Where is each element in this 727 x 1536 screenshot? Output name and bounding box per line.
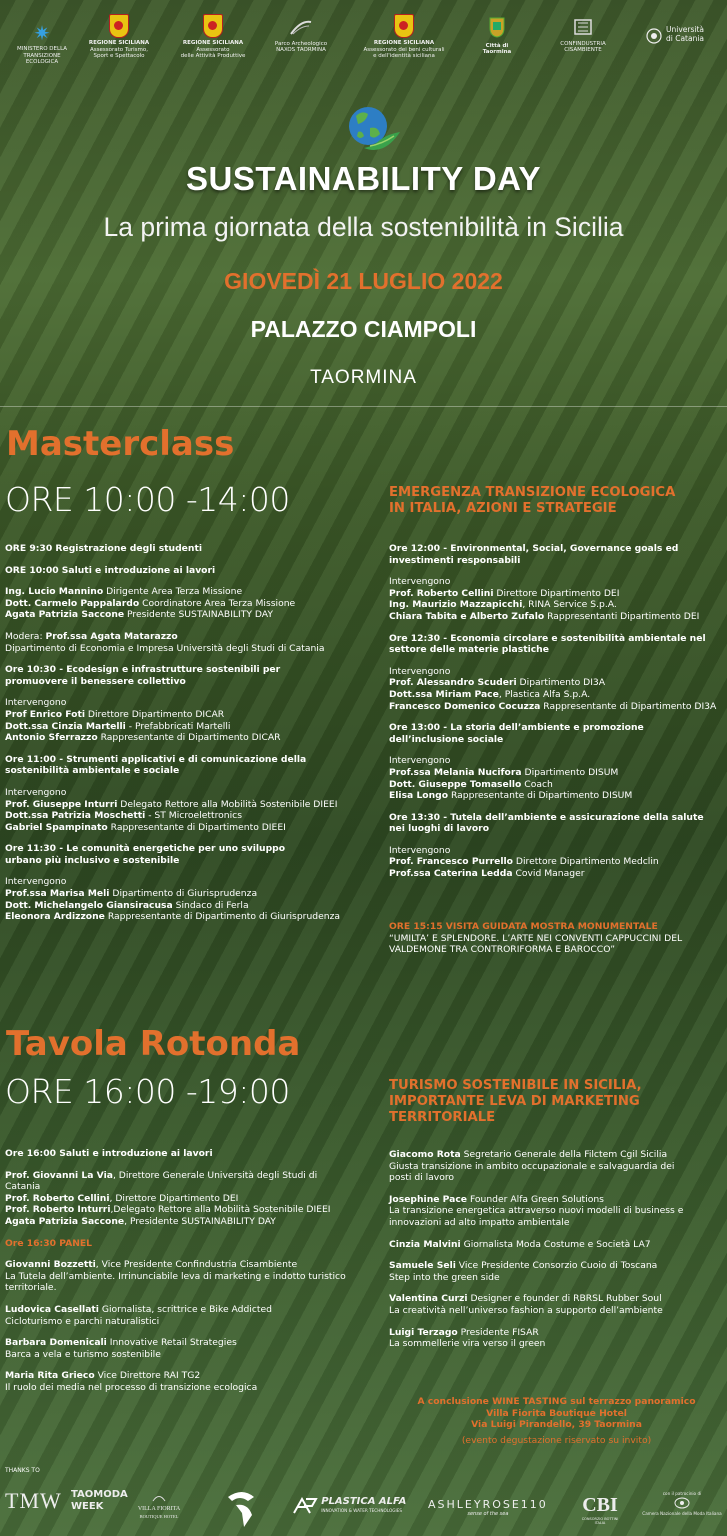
program-line: Ore 13:30 - Tutela dell’ambiente e assicurazione della salute <box>389 811 704 823</box>
logo-ashleyrose: ASHLEYROSE110 sense of the sea <box>428 1498 548 1517</box>
program-line: Ore 16:00 Saluti e introduzione ai lavori <box>5 1148 213 1159</box>
masterclass-program-right <box>389 543 724 890</box>
logo-mite-text: MINISTERO DELLA TRANSIZIONE ECOLOGICA <box>16 46 68 65</box>
program-line: Modera: Prof.ssa Agata Matarazzo <box>5 630 178 642</box>
program-line: Prof Enrico Foti Direttore Dipartimento DICAR <box>5 708 225 720</box>
guided-visit-line: VALDEMONE TRA CONTRORIFORMA E BAROCCO” <box>389 944 616 956</box>
plastica-alfa-mark-icon <box>292 1497 318 1515</box>
program-item <box>389 1293 724 1316</box>
program-line: Dott. Michelangelo Giansiracusa Sindaco di Ferla <box>5 899 249 911</box>
program-item <box>389 666 724 712</box>
program-item <box>5 876 375 922</box>
logo-confindustria: CONFINDUSTRIA CISAMBIENTE <box>548 18 618 54</box>
program-line: Intervengono <box>5 697 67 709</box>
unict-seal-icon <box>646 28 662 44</box>
program-line: Giovanni Bozzetti, Vice Presidente Confindustria Cisambiente <box>5 1259 298 1271</box>
program-line: Gabriel Spampinato Rappresentante di Dipartimento DIEEI <box>5 821 286 833</box>
program-item <box>5 631 375 654</box>
program-item <box>5 1170 375 1228</box>
program-item <box>5 543 375 555</box>
program-item <box>5 664 375 687</box>
program-item <box>389 1239 724 1251</box>
tavola-title: Tavola Rotonda <box>6 1024 301 1064</box>
program-line: Valentina Curzi Designer e founder di RBRSL Rubber Soul <box>389 1293 662 1305</box>
program-item <box>5 565 375 577</box>
program-item <box>5 1238 375 1250</box>
program-line: Dott.ssa Cinzia Martelli - Prefabbricati Martelli <box>5 720 231 732</box>
program-line: Ore 12:00 - Environmental, Social, Governance goals ed <box>389 543 679 554</box>
guided-visit <box>389 921 724 956</box>
program-line: territoriale. <box>5 1282 57 1294</box>
logo-regione-turismo: REGIONE SICILIANA Assessorato Turismo, Sport e Spettacolo <box>86 14 152 60</box>
program-line: Agata Patrizia Saccone, Presidente SUSTAINABILITY DAY <box>5 1215 276 1227</box>
program-item <box>5 697 375 743</box>
event-title: SUSTAINABILITY DAY <box>186 160 541 197</box>
tavola-program-left <box>5 1148 375 1404</box>
confindustria-mark-icon <box>573 18 593 36</box>
program-line: Giusta transizione in ambito occupazionale e salvaguardia dei <box>389 1160 675 1172</box>
program-line: La creatività nell’universo fashion a supporto dell’ambiente <box>389 1304 663 1316</box>
program-line: Ore 11:00 - Strumenti applicativi e di comunicazione della <box>5 753 307 765</box>
program-line: Samuele Seli Vice Presidente Consorzio Cuoio di Toscana <box>389 1260 658 1272</box>
logo-mite <box>14 22 70 66</box>
program-line: Dott.ssa Miriam Pace, Plastica Alfa S.p.A. <box>389 688 591 700</box>
program-line: Prof. Roberto Cellini Direttore Dipartimento DEI <box>389 587 620 599</box>
program-line: Intervengono <box>389 665 451 677</box>
program-line: Prof.ssa Marisa Meli Dipartimento di Giurisprudenza <box>5 888 258 900</box>
program-line: Ing. Lucio Mannino Dirigente Area Terza Missione <box>5 586 243 598</box>
program-line: Prof. Francesco Purrello Direttore Dipartimento Medclin <box>389 856 659 868</box>
logo-villa-fiorita: VILLA FIORITA BOUTIQUE HOTEL <box>134 1492 184 1521</box>
header-divider <box>0 406 727 407</box>
program-line: Ore 11:30 - Le comunità energetiche per uno sviluppo <box>5 843 286 855</box>
program-line: Intervengono <box>5 876 67 888</box>
program-line: ORE 9:30 Registrazione degli studenti <box>5 543 202 554</box>
program-item <box>389 1194 724 1229</box>
program-line: Prof. Giuseppe Inturri Delegato Rettore alla Mobilità Sostenibile DIEEI <box>5 798 338 810</box>
program-line: Giacomo Rota Segretario Generale della Filctem Cgil Sicilia <box>389 1149 668 1160</box>
program-line: Maria Rita Grieco Vice Direttore RAI TG2 <box>5 1370 201 1382</box>
star-icon: ✷ <box>33 21 51 45</box>
event-subtitle: La prima giornata della sostenibilità in Sicilia <box>103 212 624 242</box>
program-line: nei luoghi di lavoro <box>389 823 490 835</box>
tavola-hours: ORE 16:00 -19:00 <box>5 1072 290 1111</box>
program-line: Francesco Domenico Cocuzza Rappresentante di Dipartimento DI3A <box>389 700 717 712</box>
program-line: sostenibilità ambientale e sociale <box>5 765 180 777</box>
logo-camera-moda: con il patrocinio di Camera Nazionale della Moda Italiana <box>642 1491 722 1516</box>
program-line: Dott. Giuseppe Tomasello Coach <box>389 778 553 790</box>
program-line: posti di lavoro <box>389 1172 455 1184</box>
program-item <box>5 1304 375 1327</box>
tavola-right-title: TURISMO SOSTENIBILE IN SICILIA, IMPORTANTE LEVA DI MARKETING TERRITORIALE <box>389 1078 642 1125</box>
program-line: Catania <box>5 1181 41 1193</box>
logo-taormina: Città di Taormina <box>472 14 522 56</box>
program-item <box>5 754 375 777</box>
program-line: Barbara Domenicali Innovative Retail Strategies <box>5 1337 237 1349</box>
program-line: Dipartimento di Economia e Impresa Università degli Studi di Catania <box>5 642 325 654</box>
program-item <box>389 543 724 566</box>
program-line: Ore 13:00 - La storia dell’ambiente e promozione <box>389 722 644 734</box>
program-line: La Tutela dell’ambiente. Irrinunciabile leva di marketing e indotto turistico <box>5 1270 346 1282</box>
event-venue: PALAZZO CIAMPOLI <box>250 316 477 342</box>
globe-leaf-icon <box>344 102 404 156</box>
program-line: Elisa Longo Rappresentante di Dipartimento DISUM <box>389 790 633 802</box>
masterclass-program-left <box>5 543 375 933</box>
event-date: GIOVEDÌ 21 LUGLIO 2022 <box>224 268 503 294</box>
tmw-mark: TMW <box>5 1488 62 1513</box>
program-line: Intervengono <box>389 576 451 588</box>
program-line: Prof.ssa Melania Nucifora Dipartimento DISUM <box>389 766 619 778</box>
logo-regione-beni-culturali: REGIONE SICILIANA Assessorato dei beni culturali e dell'identità siciliana <box>356 14 452 60</box>
program-line: investimenti responsabili <box>389 554 521 566</box>
program-item <box>5 1148 375 1160</box>
program-item <box>389 1327 724 1350</box>
tavola-program-right <box>389 1149 724 1360</box>
logo-naxos: Parco Archeologico NAXOS TAORMINA <box>270 18 332 54</box>
guided-visit-title: ORE 15:15 VISITA GUIDATA MOSTRA MONUMENTALE <box>389 921 658 932</box>
villa-fiorita-mark-icon <box>152 1492 166 1502</box>
program-item <box>389 1149 724 1184</box>
program-line: Intervengono <box>5 786 67 798</box>
program-line: Ore 12:30 - Economia circolare e sostenibilità ambientale nel <box>389 632 706 644</box>
program-line: Eleonora Ardizzone Rappresentante di Dipartimento di Giurisprudenza <box>5 911 341 923</box>
logo-unict: Università di Catania <box>646 26 716 43</box>
program-line: Prof. Roberto Inturri,Delegato Rettore alla Mobilità Sostenibile DIEEI <box>5 1204 331 1216</box>
program-item <box>5 843 375 866</box>
program-line: Prof. Giovanni La Via, Direttore Generale Università degli Studi di <box>5 1169 318 1181</box>
program-line: ORE 10:00 Saluti e introduzione ai lavori <box>5 564 216 576</box>
program-line: Ing. Maurizio Mazzapicchi, RINA Service S.p.A. <box>389 599 617 611</box>
program-line: La transizione energetica attraverso nuovi modelli di business e <box>389 1205 684 1217</box>
program-line: Intervengono <box>389 755 451 767</box>
masterclass-title: Masterclass <box>6 424 235 464</box>
program-item <box>5 1337 375 1360</box>
program-line: La sommellerie vira verso il green <box>389 1338 546 1350</box>
program-line: settore delle materie plastiche <box>389 644 549 656</box>
program-item <box>5 586 375 621</box>
program-line: Ore 10:30 - Ecodesign e infrastrutture sostenibili per <box>5 664 281 676</box>
program-line: Barca a vela e turismo sostenibile <box>5 1348 161 1360</box>
wine-tasting <box>389 1396 724 1446</box>
program-line: Prof. Alessandro Scuderi Dipartimento DI3A <box>389 677 606 689</box>
program-line: urbano più inclusivo e sostenibile <box>5 854 180 866</box>
logo-regione-attivita: REGIONE SICILIANA Assessorato delle Attività Produttive <box>176 14 250 60</box>
taormina-crest-icon <box>489 14 505 38</box>
camera-moda-mark-icon <box>674 1497 690 1509</box>
masterclass-hours: ORE 10:00 -14:00 <box>5 480 290 519</box>
program-line: dell’inclusione sociale <box>389 733 504 745</box>
program-line: Dott.ssa Patrizia Moschetti - ST Microelettronics <box>5 810 243 822</box>
wine-tasting-venue: Villa Fiorita Boutique Hotel <box>486 1407 627 1419</box>
program-line: Il ruolo dei media nel processo di transizione ecologica <box>5 1381 258 1393</box>
program-line: Agata Patrizia Saccone Presidente SUSTAINABILITY DAY <box>5 609 273 621</box>
sicily-shield-icon <box>203 14 223 38</box>
naxos-mark-icon <box>289 18 313 36</box>
program-item <box>389 845 724 880</box>
wine-tasting-address: Via Luigi Pirandello, 39 Taormina <box>471 1419 642 1431</box>
program-item <box>389 633 724 656</box>
program-item <box>389 722 724 745</box>
logo-cbi: CBI CONSORZIO BOTTINI ITALIA <box>581 1494 619 1525</box>
program-line: Step into the green side <box>389 1271 500 1283</box>
program-line: promuovere il benessere collettivo <box>5 675 186 687</box>
program-line: Ludovica Casellati Giornalista, scrittrice e Bike Addicted <box>5 1303 272 1315</box>
program-item <box>389 1260 724 1283</box>
program-line: innovazioni ad alto impatto ambientale <box>389 1216 570 1228</box>
program-item <box>389 576 724 622</box>
thanks-label: THANKS TO <box>5 1467 40 1474</box>
program-line: Intervengono <box>389 844 451 856</box>
program-line: Prof. Roberto Cellini, Direttore Dipartimento DEI <box>5 1192 239 1204</box>
sicily-shield-icon <box>109 14 129 38</box>
program-line: Prof.ssa Caterina Ledda Covid Manager <box>389 868 585 880</box>
program-line: Cinzia Malvini Giornalista Moda Costume e Società LA7 <box>389 1238 651 1250</box>
guided-visit-line: “UMILTA’ E SPLENDORE. L’ARTE NEI CONVENTI CAPPUCCINI DEL <box>389 932 683 944</box>
program-line: Ore 16:30 PANEL <box>5 1237 93 1249</box>
wine-tasting-title: A conclusione WINE TASTING sul terrazzo panoramico <box>417 1396 696 1407</box>
program-item <box>5 1370 375 1393</box>
program-item <box>389 755 724 801</box>
partner-swirl-icon <box>222 1487 260 1529</box>
program-line: Dott. Carmelo Pappalardo Coordinatore Area Terza Missione <box>5 597 296 609</box>
logo-taomoda: TMW TAOMODA WEEK <box>5 1488 128 1513</box>
logo-plastica-alfa: PLASTICA ALFA INNOVATION & WATER TECHNOLOGIES <box>292 1497 406 1515</box>
program-line: Chiara Tabita e Alberto Zufalo Rappresentanti Dipartimento DEI <box>389 610 700 622</box>
program-line: Antonio Sferrazzo Rappresentante di Dipartimento DICAR <box>5 732 281 744</box>
program-item <box>5 787 375 833</box>
program-item <box>5 1259 375 1294</box>
event-city: TAORMINA <box>310 367 417 388</box>
program-line: Luigi Terzago Presidente FISAR <box>389 1326 539 1338</box>
sicily-shield-icon <box>394 14 414 38</box>
program-item <box>389 812 724 835</box>
program-line: Josephine Pace Founder Alfa Green Solutions <box>389 1193 604 1205</box>
masterclass-right-title: EMERGENZA TRANSIZIONE ECOLOGICA IN ITALIA, AZIONI E STRATEGIE <box>389 485 676 516</box>
program-line: Cicloturismo e parchi naturalistici <box>5 1315 160 1327</box>
wine-tasting-note: (evento degustazione riservato su invito) <box>461 1434 652 1446</box>
